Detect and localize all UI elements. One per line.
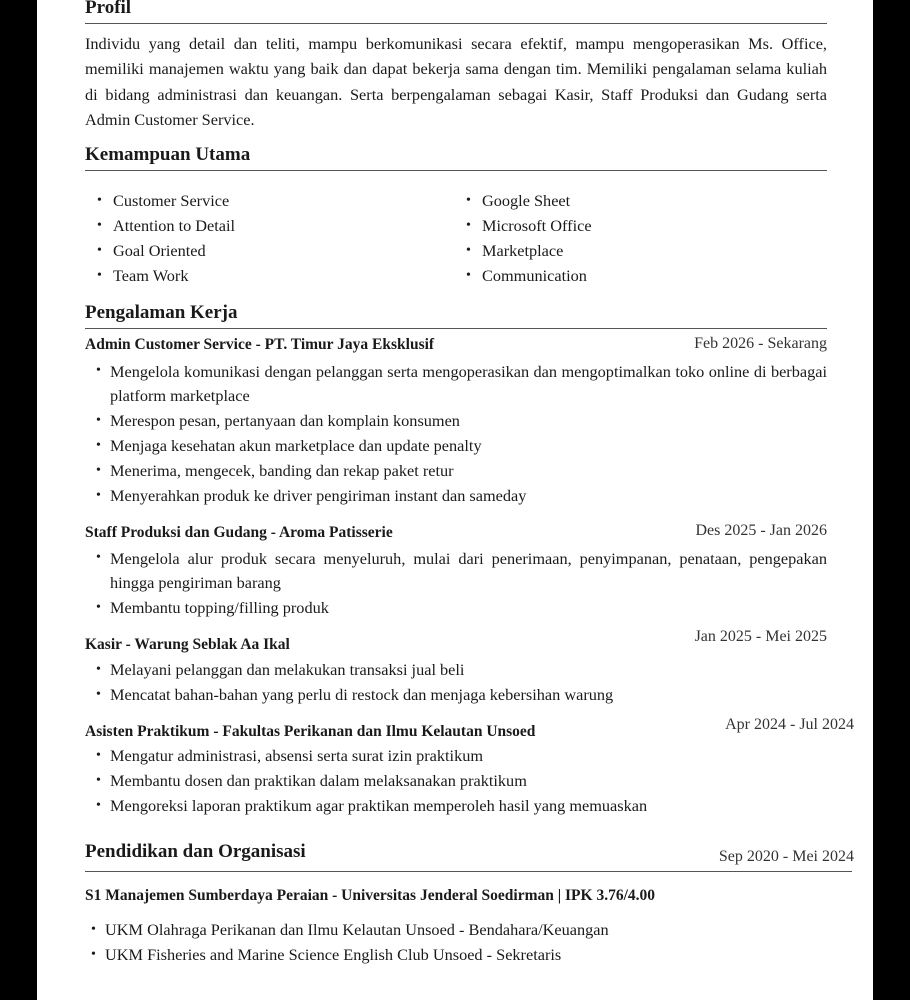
job-duty: Mengoreksi laporan praktikum agar praktikan memperoleh hasil yang memuaskan [110, 796, 648, 815]
skill-item: Team Work [113, 266, 189, 285]
resume-page [37, 0, 873, 1000]
bullet-icon: • [96, 662, 101, 677]
job-date: Feb 2026 - Sekarang [694, 335, 827, 352]
bullet-icon: • [91, 947, 96, 962]
profil-divider [85, 23, 827, 24]
bullet-icon: • [96, 463, 101, 478]
job-title: Admin Customer Service - PT. Timur Jaya Eksklusif [85, 336, 435, 353]
job-duty: Melayani pelanggan dan melakukan transaksi jual beli [110, 660, 465, 679]
bullet-icon: • [96, 550, 101, 565]
skills-heading: Kemampuan Utama [85, 144, 251, 165]
bullet-icon: • [96, 438, 101, 453]
job-duty: Mengatur administrasi, absensi serta surat izin praktikum [110, 746, 484, 765]
skill-item: Attention to Detail [113, 216, 236, 235]
job-title: Kasir - Warung Seblak Aa Ikal [85, 636, 290, 653]
job-title: Staff Produksi dan Gudang - Aroma Patisserie [85, 524, 393, 541]
bullet-icon: • [91, 922, 96, 937]
profil-heading: Profil [85, 0, 132, 18]
bullet-icon: • [96, 363, 101, 378]
bullet-icon: • [97, 193, 102, 208]
job-duty: Merespon pesan, pertanyaan dan komplain konsumen [110, 411, 460, 430]
job-duty: Mengelola alur produk secara menyeluruh, mulai dari penerimaan, penyimpanan, penataan, pengepakan hingga pengiriman barang [110, 549, 827, 592]
bullet-icon: • [97, 218, 102, 233]
job-date: Jan 2025 - Mei 2025 [694, 628, 827, 645]
job-duty: Menerima, mengecek, banding dan rekap paket retur [110, 461, 454, 480]
bullet-icon: • [97, 268, 102, 283]
profil-text: Individu yang detail dan teliti, mampu berkomunikasi secara efektif, mampu mengoperasikan Ms. Office, memiliki manajemen waktu yang baik dan dapat bekerja sama dengan tim. Memiliki pengalaman selama kuliah di bidang administrasi dan keuangan. Serta berpengalaman sebagai Kasir, Staff Produksi dan Gudang serta Admin Customer Service. [85, 34, 827, 129]
job-duty: Menjaga kesehatan akun marketplace dan update penalty [110, 436, 482, 455]
bullet-icon: • [96, 687, 101, 702]
experience-divider [85, 328, 827, 329]
job-duty: Mencatat bahan-bahan yang perlu di restock dan menjaga kebersihan warung [110, 685, 614, 704]
skill-item: Google Sheet [482, 191, 571, 210]
bullet-icon: • [96, 488, 101, 503]
bullet-icon: • [466, 218, 471, 233]
skill-item: Customer Service [113, 191, 230, 210]
job-duty: Menyerahkan produk ke driver pengiriman instant dan sameday [110, 486, 527, 505]
bullet-icon: • [96, 413, 101, 428]
bullet-icon: • [96, 798, 101, 813]
job-date: Apr 2024 - Jul 2024 [725, 716, 854, 733]
education-divider [85, 871, 852, 872]
skill-item: Goal Oriented [113, 241, 206, 260]
organization-item: UKM Fisheries and Marine Science English Club Unsoed - Sekretaris [105, 945, 562, 964]
job-duty: Membantu dosen dan praktikan dalam melaksanakan praktikum [110, 771, 527, 790]
education-degree: S1 Manajemen Sumberdaya Peraian - Universitas Jenderal Soedirman | IPK 3.76/4.00 [85, 887, 656, 904]
skill-item: Microsoft Office [482, 216, 592, 235]
bullet-icon: • [96, 600, 101, 615]
skill-item: Communication [482, 266, 587, 285]
job-duty: Mengelola komunikasi dengan pelanggan serta mengoperasikan dan mengoptimalkan toko online di berbagai platform marketplace [110, 362, 827, 405]
bullet-icon: • [466, 243, 471, 258]
job-date: Des 2025 - Jan 2026 [695, 522, 827, 539]
bullet-icon: • [96, 748, 101, 763]
bullet-icon: • [96, 773, 101, 788]
job-duty: Membantu topping/filling produk [110, 598, 329, 617]
experience-heading: Pengalaman Kerja [85, 302, 238, 323]
organization-item: UKM Olahraga Perikanan dan Ilmu Kelautan Unsoed - Bendahara/Keuangan [105, 920, 609, 939]
bullet-icon: • [97, 243, 102, 258]
skills-divider [85, 170, 827, 171]
skill-item: Marketplace [482, 241, 564, 260]
job-title: Asisten Praktikum - Fakultas Perikanan dan Ilmu Kelautan Unsoed [85, 723, 536, 740]
bullet-icon: • [466, 268, 471, 283]
bullet-icon: • [466, 193, 471, 208]
education-date: Sep 2020 - Mei 2024 [718, 848, 854, 865]
education-heading: Pendidikan dan Organisasi [85, 841, 306, 862]
